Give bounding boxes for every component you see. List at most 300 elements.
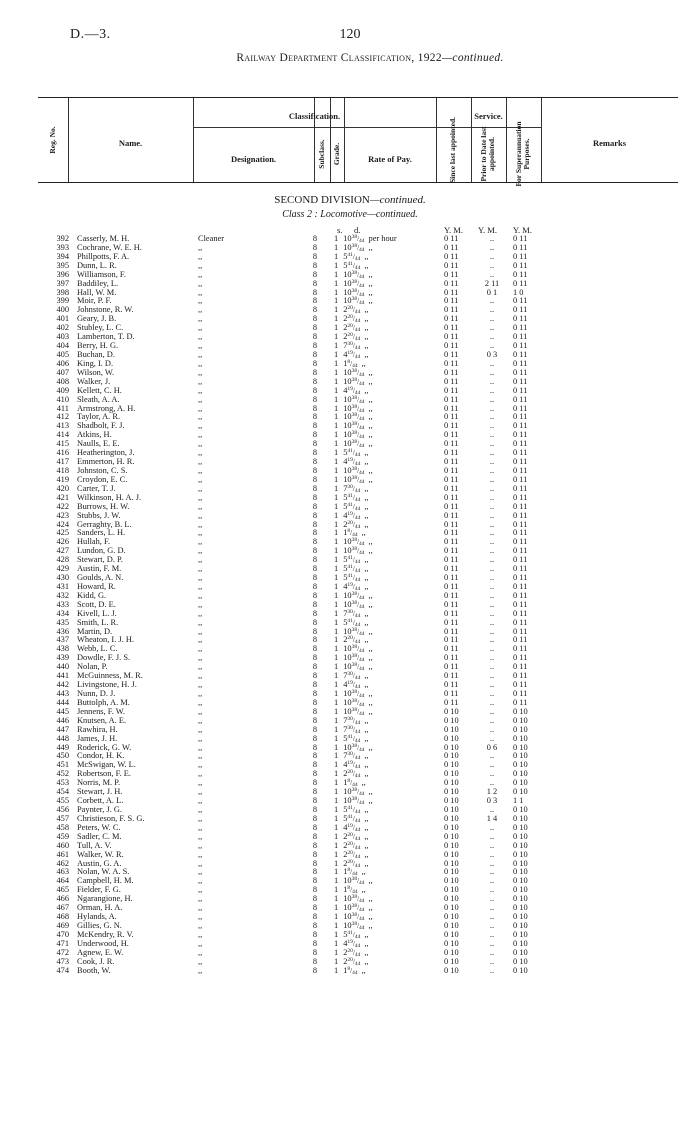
subclass: 8 xyxy=(312,430,318,440)
subclass: 8 xyxy=(312,332,318,342)
service-superannuation: 0 11 xyxy=(513,457,528,467)
service-since-last: 0 11 xyxy=(444,608,459,618)
subclass: 8 xyxy=(312,492,318,502)
service-since-last: 0 10 xyxy=(444,929,459,939)
service-prior: .. xyxy=(489,822,495,832)
service-superannuation: 0 11 xyxy=(513,260,528,270)
reg-number: 422 xyxy=(56,501,69,511)
pay-per: ,, xyxy=(368,653,373,663)
reg-number: 466 xyxy=(56,894,69,904)
pay-shillings: 1 xyxy=(334,234,339,243)
pay-pence: 2 xyxy=(343,323,348,333)
designation: ,, xyxy=(198,528,203,538)
pay-pence: 5 xyxy=(343,564,348,574)
service-prior: .. xyxy=(489,724,495,734)
employee-name: Carter, T. J. xyxy=(77,483,116,493)
employee-name: Dunn, L. R. xyxy=(77,260,117,270)
rate-of-pay: 1 $10^{38}/_{44}$ ,, xyxy=(334,296,373,307)
service-since-last: 0 11 xyxy=(444,314,459,324)
reg-number: 401 xyxy=(56,314,69,324)
designation: ,, xyxy=(198,965,203,975)
service-prior: .. xyxy=(489,269,495,279)
header-prior-to-date: Prior to Date last appointed. xyxy=(479,126,496,182)
pay-shillings: 1 xyxy=(334,796,339,806)
rate-of-pay: 1 $10^{38}/_{44}$ ,, xyxy=(334,876,373,887)
pay-per: ,, xyxy=(368,287,373,297)
pay-fraction-numerator: 20 xyxy=(347,956,353,963)
subclass: 8 xyxy=(312,697,318,707)
designation: ,, xyxy=(198,323,203,333)
designation: ,, xyxy=(198,341,203,351)
service-prior: .. xyxy=(489,546,495,556)
pay-pence: 10 xyxy=(343,465,352,475)
pay-fraction-numerator: 41 xyxy=(347,501,353,508)
rate-of-pay: 1 $7^{30}/_{44}$ ,, xyxy=(334,751,369,762)
service-prior: 0 1 xyxy=(486,287,498,297)
service-since-last: 0 10 xyxy=(444,831,459,841)
pay-shillings: 1 xyxy=(334,876,339,886)
service-superannuation: 0 11 xyxy=(513,635,528,645)
reg-number: 408 xyxy=(56,376,69,386)
pay-fraction-numerator: 41 xyxy=(347,573,353,580)
pay-pence: 7 xyxy=(343,671,348,681)
pay-fraction-numerator: 38 xyxy=(351,787,358,794)
pay-shillings: 1 xyxy=(334,813,339,823)
service-superannuation: 0 10 xyxy=(513,751,528,761)
rate-of-pay: 1 $2^{20}/_{44}$ ,, xyxy=(334,519,369,530)
pay-shillings: 1 xyxy=(334,608,339,618)
service-superannuation: 0 11 xyxy=(513,376,528,386)
pay-shillings: 1 xyxy=(334,448,339,458)
service-prior: .. xyxy=(489,573,495,583)
employee-name: Wilkinson, H. A. J. xyxy=(77,492,142,502)
service-superannuation: 0 10 xyxy=(513,885,528,895)
pay-fraction-numerator: 19 xyxy=(347,938,353,945)
reg-number: 467 xyxy=(56,903,69,913)
pay-shillings: 1 xyxy=(334,278,339,288)
pay-pence: 4 xyxy=(343,457,348,467)
rate-of-pay: 1 $2^{20}/_{44}$ ,, xyxy=(334,769,369,780)
pay-per: ,, xyxy=(364,519,369,529)
pay-per: ,, xyxy=(364,349,369,359)
rate-of-pay: 1 $5^{41}/_{44}$ ,, xyxy=(334,929,369,940)
rate-of-pay: 1 $5^{41}/_{44}$ ,, xyxy=(334,260,369,271)
service-since-last: 0 11 xyxy=(444,421,459,431)
pay-fraction-numerator: 38 xyxy=(351,296,358,303)
pay-pence: 1 xyxy=(343,885,348,895)
pay-fraction-numerator: 20 xyxy=(347,858,353,865)
pay-shillings: 1 xyxy=(334,697,339,707)
service-prior: 2 11 xyxy=(484,278,500,288)
pay-shillings: 1 xyxy=(334,929,339,939)
pay-pence: 10 xyxy=(343,742,352,752)
subclass: 8 xyxy=(312,564,318,574)
pay-pence: 5 xyxy=(343,733,348,743)
employee-name: Lamberton, T. D. xyxy=(77,332,135,342)
subclass: 8 xyxy=(312,840,318,850)
reg-number: 457 xyxy=(56,813,69,823)
service-superannuation: 0 11 xyxy=(513,341,528,351)
pay-per: ,, xyxy=(368,403,373,413)
employee-name: Lundon, G. D. xyxy=(77,546,126,556)
pay-pence: 10 xyxy=(343,903,352,913)
designation: ,, xyxy=(198,867,203,877)
pay-shillings: 1 xyxy=(334,715,339,725)
service-prior: .. xyxy=(489,358,495,368)
reg-number: 402 xyxy=(56,323,69,333)
designation: ,, xyxy=(198,465,203,475)
service-since-last: 0 10 xyxy=(444,938,459,948)
pay-per: ,, xyxy=(364,305,369,315)
rate-of-pay: 1 $10^{38}/_{44}$ ,, xyxy=(334,742,373,753)
employee-name: Johnstone, R. W. xyxy=(77,305,134,315)
pay-shillings: 1 xyxy=(334,626,339,636)
rate-of-pay: 1 $10^{38}/_{44}$ ,, xyxy=(334,439,373,450)
rate-of-pay: 1 $7^{30}/_{44}$ ,, xyxy=(334,608,369,619)
rate-of-pay: 1 $10^{38}/_{44}$ ,, xyxy=(334,626,373,637)
pay-pence: 10 xyxy=(343,474,352,484)
designation: ,, xyxy=(198,876,203,886)
pay-pence: 10 xyxy=(343,296,352,306)
pay-per: ,, xyxy=(368,706,373,716)
designation: ,, xyxy=(198,251,203,261)
rate-of-pay: 1 $10^{38}/_{44}$ ,, xyxy=(334,287,373,298)
header-name: Name. xyxy=(118,138,143,148)
pay-fraction-numerator: 38 xyxy=(351,269,358,276)
pay-per: ,, xyxy=(361,885,366,895)
service-since-last: 0 11 xyxy=(444,671,459,681)
reg-number: 455 xyxy=(56,796,69,806)
reg-number: 416 xyxy=(56,448,69,458)
pay-pence: 10 xyxy=(343,599,352,609)
designation: ,, xyxy=(198,920,203,930)
pay-pence: 10 xyxy=(343,439,352,449)
subclass: 8 xyxy=(312,822,318,832)
service-since-last: 0 11 xyxy=(444,457,459,467)
pay-pence: 7 xyxy=(343,715,348,725)
service-since-last: 0 10 xyxy=(444,840,459,850)
rate-of-pay: 1 $5^{41}/_{44}$ ,, xyxy=(334,251,369,262)
employee-name: Fielder, F. G. xyxy=(77,885,121,895)
rate-of-pay: 1 $2^{20}/_{44}$ ,, xyxy=(334,947,369,958)
service-since-last: 0 11 xyxy=(444,385,459,395)
reg-number: 468 xyxy=(56,912,69,922)
subclass: 8 xyxy=(312,296,318,306)
pay-fraction-numerator: 41 xyxy=(347,251,353,258)
pay-shillings: 1 xyxy=(334,349,339,359)
service-since-last: 0 11 xyxy=(444,474,459,484)
employee-name: Ngarangione, H. xyxy=(77,894,133,904)
service-prior: .. xyxy=(489,689,495,699)
division-heading xyxy=(0,194,700,206)
pay-shillings: 1 xyxy=(334,519,339,529)
pay-fraction-numerator: 38 xyxy=(351,689,358,696)
rate-of-pay: 1 $2^{20}/_{44}$ ,, xyxy=(334,314,369,325)
service-prior: .. xyxy=(489,840,495,850)
employee-name: Walker, J. xyxy=(77,376,111,386)
subclass: 8 xyxy=(312,457,318,467)
service-since-last: 0 11 xyxy=(444,260,459,270)
pay-per: per hour xyxy=(368,234,397,243)
rate-of-pay: 1 $1^8/_{44}$ ,, xyxy=(334,778,366,789)
service-prior: .. xyxy=(489,465,495,475)
reg-number: 456 xyxy=(56,805,69,814)
pay-per: ,, xyxy=(368,269,373,279)
pay-shillings: 1 xyxy=(334,341,339,351)
designation: ,, xyxy=(198,492,203,502)
reg-number: 397 xyxy=(56,278,69,288)
designation: ,, xyxy=(198,269,203,279)
service-since-last: 0 10 xyxy=(444,912,459,922)
service-superannuation: 0 11 xyxy=(513,332,528,342)
subclass: 8 xyxy=(312,501,318,511)
pay-fraction-numerator: 30 xyxy=(347,751,353,758)
service-since-last: 0 11 xyxy=(444,349,459,359)
service-since-last: 0 11 xyxy=(444,555,459,565)
pay-shillings: 1 xyxy=(334,251,339,261)
rate-of-pay: 1 $10^{38}/_{44}$ ,, xyxy=(334,269,373,280)
service-prior: .. xyxy=(489,448,495,458)
employee-name: Peters, W. C. xyxy=(77,822,121,832)
pay-shillings: 1 xyxy=(334,439,339,449)
pay-pence: 10 xyxy=(343,234,352,243)
employee-name: Roderick, G. W. xyxy=(77,742,132,752)
service-superannuation: 0 11 xyxy=(513,394,528,404)
rate-of-pay: 1 $10^{38}/_{44}$ ,, xyxy=(334,787,373,798)
pay-fraction-numerator: 19 xyxy=(347,581,353,588)
pay-shillings: 1 xyxy=(334,492,339,502)
service-since-last: 0 11 xyxy=(444,519,459,529)
pay-pence: 10 xyxy=(343,796,352,806)
service-prior: .. xyxy=(489,581,495,591)
subclass: 8 xyxy=(312,376,318,386)
page-title-main: Railway Department Classification, 1922 xyxy=(236,52,442,64)
service-since-last: 0 11 xyxy=(444,680,459,690)
service-since-last: 0 11 xyxy=(444,448,459,458)
service-prior: .. xyxy=(489,608,495,618)
subclass: 8 xyxy=(312,581,318,591)
designation: ,, xyxy=(198,706,203,716)
pay-fraction-numerator: 38 xyxy=(351,742,358,749)
designation: ,, xyxy=(198,546,203,556)
employee-name: Jennens, F. W. xyxy=(77,706,125,716)
service-since-last: 0 11 xyxy=(444,251,459,261)
reg-number: 419 xyxy=(56,474,69,484)
pay-shillings: 1 xyxy=(334,510,339,520)
service-prior: .. xyxy=(489,920,495,930)
service-superannuation: 0 10 xyxy=(513,733,528,743)
subclass: 8 xyxy=(312,599,318,609)
service-prior: .. xyxy=(489,305,495,315)
pay-fraction-numerator: 38 xyxy=(351,626,358,633)
reg-number: 461 xyxy=(56,849,69,859)
reg-number: 394 xyxy=(56,251,69,261)
rate-of-pay: 1 $10^{38}/_{44}$ ,, xyxy=(334,403,373,414)
service-prior: .. xyxy=(489,564,495,574)
pay-per: ,, xyxy=(368,787,373,797)
employee-name: Stewart, J. H. xyxy=(77,787,123,797)
rate-of-pay: 1 $5^{41}/_{44}$ ,, xyxy=(334,573,369,584)
pay-pence: 5 xyxy=(343,448,348,458)
subclass: 8 xyxy=(312,787,318,797)
pay-shillings: 1 xyxy=(334,412,339,422)
subclass: 8 xyxy=(312,465,318,475)
pay-shillings: 1 xyxy=(334,653,339,663)
rate-of-pay: 1 $10^{38}/_{44}$ ,, xyxy=(334,644,373,655)
rate-of-pay: 1 $10^{38}/_{44}$ ,, xyxy=(334,430,373,441)
pay-shillings: 1 xyxy=(334,581,339,591)
service-superannuation: 0 11 xyxy=(513,626,528,636)
pay-fraction-numerator: 41 xyxy=(347,492,353,499)
pay-pence: 2 xyxy=(343,332,348,342)
employee-name: Wilson, W. xyxy=(77,367,115,377)
employee-name: Stubbs, J. W. xyxy=(77,510,121,520)
subclass: 8 xyxy=(312,314,318,324)
pay-pence: 4 xyxy=(343,349,348,359)
service-since-last: 0 10 xyxy=(444,849,459,859)
designation: ,, xyxy=(198,760,203,770)
employee-name: Sleath, A. A. xyxy=(77,394,120,404)
designation: ,, xyxy=(198,421,203,431)
pay-fraction-numerator: 20 xyxy=(347,769,353,776)
designation: ,, xyxy=(198,769,203,779)
service-superannuation: 0 11 xyxy=(513,269,528,279)
service-since-last: 0 10 xyxy=(444,796,459,806)
service-prior: .. xyxy=(489,912,495,922)
service-superannuation: 0 11 xyxy=(513,403,528,413)
service-superannuation: 0 11 xyxy=(513,474,528,484)
pay-per: ,, xyxy=(364,457,369,467)
designation: ,, xyxy=(198,715,203,725)
employee-name: Nunn, D. J. xyxy=(77,689,116,699)
rate-of-pay: 1 $5^{41}/_{44}$ ,, xyxy=(334,813,369,824)
service-prior: .. xyxy=(489,760,495,770)
subclass: 8 xyxy=(312,617,318,627)
header-grade: Grade. xyxy=(332,142,341,166)
designation: ,, xyxy=(198,287,203,297)
pay-fraction-numerator: 38 xyxy=(351,278,358,285)
pay-per: ,, xyxy=(364,858,369,868)
designation: ,, xyxy=(198,822,203,832)
pay-pence: 10 xyxy=(343,697,352,707)
service-since-last: 0 11 xyxy=(444,492,459,502)
pay-shillings: 1 xyxy=(334,689,339,699)
employee-name: Wheaton, I. J. H. xyxy=(77,635,134,645)
rate-of-pay: 1 $4^{19}/_{44}$ ,, xyxy=(334,581,369,592)
pay-per: ,, xyxy=(368,465,373,475)
pay-shillings: 1 xyxy=(334,885,339,895)
pay-fraction-numerator: 41 xyxy=(347,929,353,936)
service-prior: .. xyxy=(489,751,495,761)
service-superannuation: 0 11 xyxy=(513,323,528,333)
service-superannuation: 0 11 xyxy=(513,653,528,663)
pay-per: ,, xyxy=(364,956,369,966)
service-superannuation: 1 0 xyxy=(513,287,524,297)
pay-fraction-numerator: 30 xyxy=(347,715,353,722)
header-reg-no: Reg. No. xyxy=(48,126,57,154)
subclass: 8 xyxy=(312,876,318,886)
employee-name: Berry, H. G. xyxy=(77,341,119,351)
pay-pence: 5 xyxy=(343,813,348,823)
service-superannuation: 0 11 xyxy=(513,555,528,565)
reg-number: 428 xyxy=(56,555,69,565)
service-prior: .. xyxy=(489,251,495,261)
subclass: 8 xyxy=(312,813,318,823)
service-prior: 0 6 xyxy=(486,742,498,752)
service-prior: .. xyxy=(489,474,495,484)
service-prior: .. xyxy=(489,903,495,913)
pay-shillings: 1 xyxy=(334,555,339,565)
pay-fraction-numerator: 20 xyxy=(347,849,353,856)
subclass: 8 xyxy=(312,528,318,538)
pay-fraction-numerator: 38 xyxy=(351,706,358,713)
reg-number: 458 xyxy=(56,822,69,832)
subclass: 8 xyxy=(312,439,318,449)
employee-name: Taylor, A. R. xyxy=(77,412,121,422)
pay-fraction-numerator: 41 xyxy=(347,555,353,562)
pay-pence: 10 xyxy=(343,269,352,279)
service-superannuation: 0 11 xyxy=(513,671,528,681)
subclass: 8 xyxy=(312,796,318,806)
pay-pence: 2 xyxy=(343,831,348,841)
pay-per: ,, xyxy=(368,796,373,806)
designation: ,, xyxy=(198,858,203,868)
pay-per: ,, xyxy=(364,813,369,823)
service-prior: .. xyxy=(489,653,495,663)
designation: ,, xyxy=(198,680,203,690)
service-since-last: 0 11 xyxy=(444,430,459,440)
employee-name: Livingstone, H. J. xyxy=(77,680,137,690)
reg-number: 413 xyxy=(56,421,69,431)
employee-name: James, J. H. xyxy=(77,733,118,743)
service-prior: .. xyxy=(489,644,495,654)
designation: ,, xyxy=(198,296,203,306)
service-since-last: 0 11 xyxy=(444,394,459,404)
designation: ,, xyxy=(198,599,203,609)
service-prior: .. xyxy=(489,956,495,966)
reg-number: 448 xyxy=(56,733,69,743)
rate-of-pay: 1 $10^{38}/_{44}$ ,, xyxy=(334,912,373,923)
subclass: 8 xyxy=(312,644,318,654)
rate-of-pay: 1 $10^{38}/_{44}$ ,, xyxy=(334,796,373,807)
rate-of-pay: 1 $10^{38}/_{44}$ ,, xyxy=(334,653,373,664)
pay-fraction-numerator: 38 xyxy=(351,367,358,374)
service-since-last: 0 10 xyxy=(444,876,459,886)
subclass: 8 xyxy=(312,733,318,743)
service-since-last: 0 11 xyxy=(444,644,459,654)
reg-number: 434 xyxy=(56,608,69,618)
service-superannuation: 0 11 xyxy=(513,430,528,440)
service-superannuation: 0 11 xyxy=(513,510,528,520)
reg-number: 430 xyxy=(56,573,69,583)
service-since-last: 0 11 xyxy=(444,483,459,493)
service-superannuation: 0 10 xyxy=(513,938,528,948)
pay-per: ,, xyxy=(364,581,369,591)
pay-shillings: 1 xyxy=(334,269,339,279)
pay-pence: 7 xyxy=(343,608,348,618)
page-title xyxy=(160,52,580,64)
service-prior: 1 2 xyxy=(486,787,498,797)
service-since-last: 0 11 xyxy=(444,305,459,315)
reg-number: 463 xyxy=(56,867,69,877)
service-since-last: 0 10 xyxy=(444,947,459,957)
service-prior: .. xyxy=(489,876,495,886)
service-since-last: 0 10 xyxy=(444,867,459,877)
service-superannuation: 0 10 xyxy=(513,929,528,939)
pay-pence: 10 xyxy=(343,546,352,556)
pay-fraction-numerator: 19 xyxy=(347,822,353,829)
employee-name: Walker, W. R. xyxy=(77,849,124,859)
